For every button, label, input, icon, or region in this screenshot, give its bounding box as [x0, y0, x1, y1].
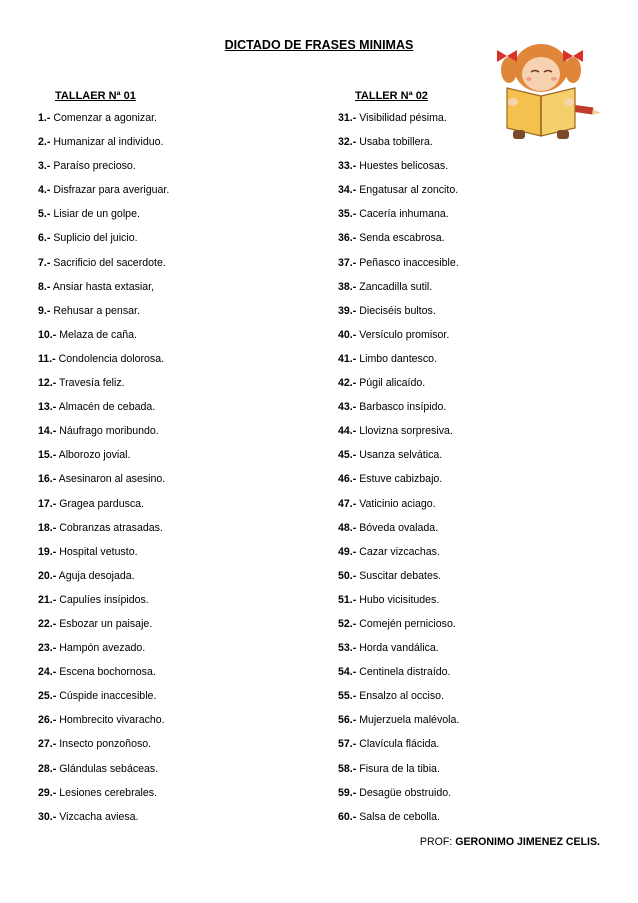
list-item: [338, 545, 608, 569]
list-item: [38, 328, 308, 352]
item-number: 11.-: [38, 352, 56, 365]
item-text: Dieciséis bultos.: [359, 304, 436, 317]
list-item: [38, 207, 308, 231]
item-number: 28.-: [38, 762, 57, 775]
list-item: [338, 256, 608, 280]
item-text: Barbasco insípido.: [359, 401, 447, 414]
item-text: Disfrazar para averiguar.: [53, 184, 170, 197]
item-number: 23.-: [38, 642, 57, 655]
item-number: 5.-: [38, 208, 51, 221]
list-item: [38, 231, 308, 255]
right-column-header: TALLER Nª 02: [355, 90, 428, 102]
list-item: [38, 135, 308, 159]
list-item: [338, 737, 608, 761]
page-title: DICTADO DE FRASES MINIMAS: [224, 38, 414, 52]
right-phrase-list: [338, 111, 608, 834]
item-text: Esbozar un paisaje.: [59, 617, 153, 630]
list-item: [38, 713, 308, 737]
list-item: [38, 448, 308, 472]
item-text: Visibilidad pésima.: [359, 112, 447, 124]
item-number: 24.-: [38, 666, 57, 679]
item-text: Insecto ponzoñoso.: [59, 738, 152, 751]
item-number: 9.-: [38, 304, 51, 317]
list-item: [38, 545, 308, 569]
item-number: 2.-: [38, 136, 51, 149]
list-item: [38, 376, 308, 400]
item-text: Condolencia dolorosa.: [58, 352, 165, 365]
item-number: 60.-: [338, 810, 357, 823]
item-text: Mujerzuela malévola.: [359, 714, 460, 727]
item-text: Clavícula flácida.: [359, 738, 440, 751]
list-item: [338, 111, 608, 135]
item-text: Alborozo jovial.: [58, 449, 131, 462]
list-item: [38, 593, 308, 617]
item-text: Humanizar al individuo.: [53, 136, 164, 149]
item-number: 37.-: [338, 256, 357, 269]
item-number: 52.-: [338, 617, 357, 630]
list-item: [338, 472, 608, 496]
item-number: 49.-: [338, 545, 357, 558]
item-number: 44.-: [338, 425, 357, 438]
list-item: [338, 207, 608, 231]
list-item: [338, 135, 608, 159]
item-text: Comenzar a agonizar.: [53, 112, 157, 124]
list-item: [338, 424, 608, 448]
item-text: Horda vandálica.: [359, 642, 439, 655]
list-item: [38, 810, 308, 834]
item-number: 13.-: [38, 401, 57, 414]
list-item: [338, 159, 608, 183]
item-number: 39.-: [338, 304, 357, 317]
teacher-prefix: PROF:: [419, 836, 456, 848]
item-text: Hospital vetusto.: [59, 545, 138, 558]
item-text: Estuve cabizbajo.: [359, 473, 443, 486]
list-item: [38, 762, 308, 786]
item-text: Desagüe obstruido.: [359, 786, 452, 799]
list-item: [338, 762, 608, 786]
item-number: 12.-: [38, 377, 57, 390]
list-item: [38, 617, 308, 641]
item-text: Gragea pardusca.: [59, 497, 145, 510]
item-text: Ansiar hasta extasiar,: [52, 280, 155, 293]
item-number: 10.-: [38, 328, 57, 341]
list-item: [38, 111, 308, 135]
item-text: Bóveda ovalada.: [359, 521, 439, 534]
item-text: Peñasco inaccesible.: [359, 256, 459, 269]
item-number: 15.-: [38, 449, 57, 462]
item-number: 43.-: [338, 401, 357, 414]
item-text: Melaza de caña.: [59, 328, 137, 341]
list-item: [38, 352, 308, 376]
item-number: 27.-: [38, 738, 57, 751]
item-text: Hampón avezado.: [59, 642, 146, 655]
list-item: [338, 400, 608, 424]
item-number: 18.-: [38, 521, 57, 534]
item-number: 25.-: [38, 690, 57, 703]
item-text: Centinela distraído.: [359, 666, 451, 679]
item-number: 30.-: [38, 810, 57, 823]
list-item: [338, 593, 608, 617]
list-item: [38, 400, 308, 424]
list-item: [338, 713, 608, 737]
item-number: 56.-: [338, 714, 357, 727]
item-number: 20.-: [38, 569, 57, 582]
item-text: Vaticinio aciago.: [359, 497, 436, 510]
item-number: 19.-: [38, 545, 57, 558]
list-item: [38, 183, 308, 207]
item-number: 47.-: [338, 497, 357, 510]
list-item: [38, 497, 308, 521]
item-text: Ensalzo al occiso.: [359, 690, 445, 703]
list-item: [338, 304, 608, 328]
item-number: 58.-: [338, 762, 357, 775]
list-item: [338, 280, 608, 304]
item-text: Engatusar al zoncito.: [359, 184, 459, 197]
item-number: 8.-: [38, 280, 51, 293]
list-item: [338, 328, 608, 352]
item-text: Cobranzas atrasadas.: [59, 521, 163, 534]
item-text: Hubo vicisitudes.: [359, 593, 440, 606]
list-item: [38, 521, 308, 545]
item-text: Comején pernicioso.: [359, 617, 456, 630]
item-text: Hombrecito vivaracho.: [59, 714, 165, 727]
item-number: 55.-: [338, 690, 357, 703]
list-item: [38, 689, 308, 713]
item-text: Suplicio del juicio.: [53, 232, 138, 245]
list-item: [38, 569, 308, 593]
list-item: [338, 352, 608, 376]
list-item: [338, 231, 608, 255]
list-item: [338, 569, 608, 593]
item-number: 57.-: [338, 738, 357, 751]
item-text: Versículo promisor.: [359, 328, 450, 341]
item-number: 35.-: [338, 208, 357, 221]
item-number: 16.-: [38, 473, 57, 486]
list-item: [38, 424, 308, 448]
item-text: Usaba tobillera.: [359, 136, 433, 149]
teacher-name: GERONIMO JIMENEZ CELIS.: [455, 836, 600, 848]
item-number: 59.-: [338, 786, 357, 799]
item-number: 26.-: [38, 714, 57, 727]
list-item: [38, 737, 308, 761]
item-text: Aguja desojada.: [58, 569, 135, 582]
item-number: 36.-: [338, 232, 357, 245]
item-number: 17.-: [38, 497, 57, 510]
item-text: Lisiar de un golpe.: [53, 208, 140, 221]
list-item: [338, 497, 608, 521]
item-number: 42.-: [338, 377, 357, 390]
left-phrase-list: [38, 111, 308, 834]
item-text: Llovizna sorpresiva.: [359, 425, 453, 438]
item-number: 21.-: [38, 593, 57, 606]
list-item: [38, 159, 308, 183]
item-text: Senda escabrosa.: [359, 232, 445, 245]
list-item: [338, 786, 608, 810]
item-text: Fisura de la tibia.: [359, 762, 440, 775]
item-number: 45.-: [338, 449, 357, 462]
item-text: Usanza selvática.: [359, 449, 443, 462]
item-text: Suscitar debates.: [359, 569, 442, 582]
item-number: 51.-: [338, 593, 357, 606]
list-item: [38, 786, 308, 810]
list-item: [38, 472, 308, 496]
item-number: 33.-: [338, 160, 357, 173]
item-number: 1.-: [38, 112, 51, 124]
item-text: Huestes belicosas.: [359, 160, 449, 173]
item-number: 31.-: [338, 112, 357, 124]
item-text: Náufrago moribundo.: [59, 425, 159, 438]
item-text: Limbo dantesco.: [359, 352, 437, 365]
item-text: Púgil alicaído.: [359, 377, 426, 390]
list-item: [338, 617, 608, 641]
item-text: Almacén de cebada.: [58, 401, 156, 414]
list-item: [38, 256, 308, 280]
item-text: Sacrificio del sacerdote.: [53, 256, 166, 269]
list-item: [338, 641, 608, 665]
item-number: 38.-: [338, 280, 357, 293]
item-text: Cazar vizcachas.: [359, 545, 440, 558]
item-text: Lesiones cerebrales.: [59, 786, 157, 799]
item-text: Paraíso precioso.: [53, 160, 136, 173]
item-text: Cúspide inaccesible.: [59, 690, 157, 703]
item-text: Zancadilla sutil.: [359, 280, 433, 293]
teacher-signature-line: [420, 836, 600, 848]
item-number: 3.-: [38, 160, 51, 173]
list-item: [38, 304, 308, 328]
item-number: 54.-: [338, 666, 357, 679]
item-number: 53.-: [338, 642, 357, 655]
item-text: Travesía feliz.: [59, 377, 125, 390]
left-column-header: TALLAER Nª 01: [55, 90, 136, 102]
item-number: 48.-: [338, 521, 357, 534]
list-item: [338, 521, 608, 545]
item-number: 46.-: [338, 473, 357, 486]
list-item: [338, 689, 608, 713]
item-number: 7.-: [38, 256, 51, 269]
list-item: [338, 448, 608, 472]
item-number: 22.-: [38, 617, 57, 630]
item-number: 6.-: [38, 232, 51, 245]
item-text: Cacería inhumana.: [359, 208, 449, 221]
item-text: Capulíes insípidos.: [59, 593, 149, 606]
item-number: 34.-: [338, 184, 357, 197]
list-item: [38, 665, 308, 689]
item-text: Salsa de cebolla.: [359, 810, 440, 823]
item-text: Rehusar a pensar.: [53, 304, 140, 317]
item-text: Vizcacha aviesa.: [59, 810, 139, 823]
item-number: 41.-: [338, 352, 357, 365]
list-item: [338, 183, 608, 207]
item-number: 4.-: [38, 184, 51, 197]
list-item: [38, 641, 308, 665]
item-number: 29.-: [38, 786, 57, 799]
item-text: Escena bochornosa.: [59, 666, 156, 679]
item-text: Asesinaron al asesino.: [58, 473, 166, 486]
list-item: [338, 810, 608, 834]
item-number: 14.-: [38, 425, 57, 438]
item-text: Glándulas sebáceas.: [59, 762, 159, 775]
item-number: 40.-: [338, 328, 357, 341]
item-number: 32.-: [338, 136, 357, 149]
item-number: 50.-: [338, 569, 357, 582]
list-item: [338, 376, 608, 400]
list-item: [38, 280, 308, 304]
list-item: [338, 665, 608, 689]
